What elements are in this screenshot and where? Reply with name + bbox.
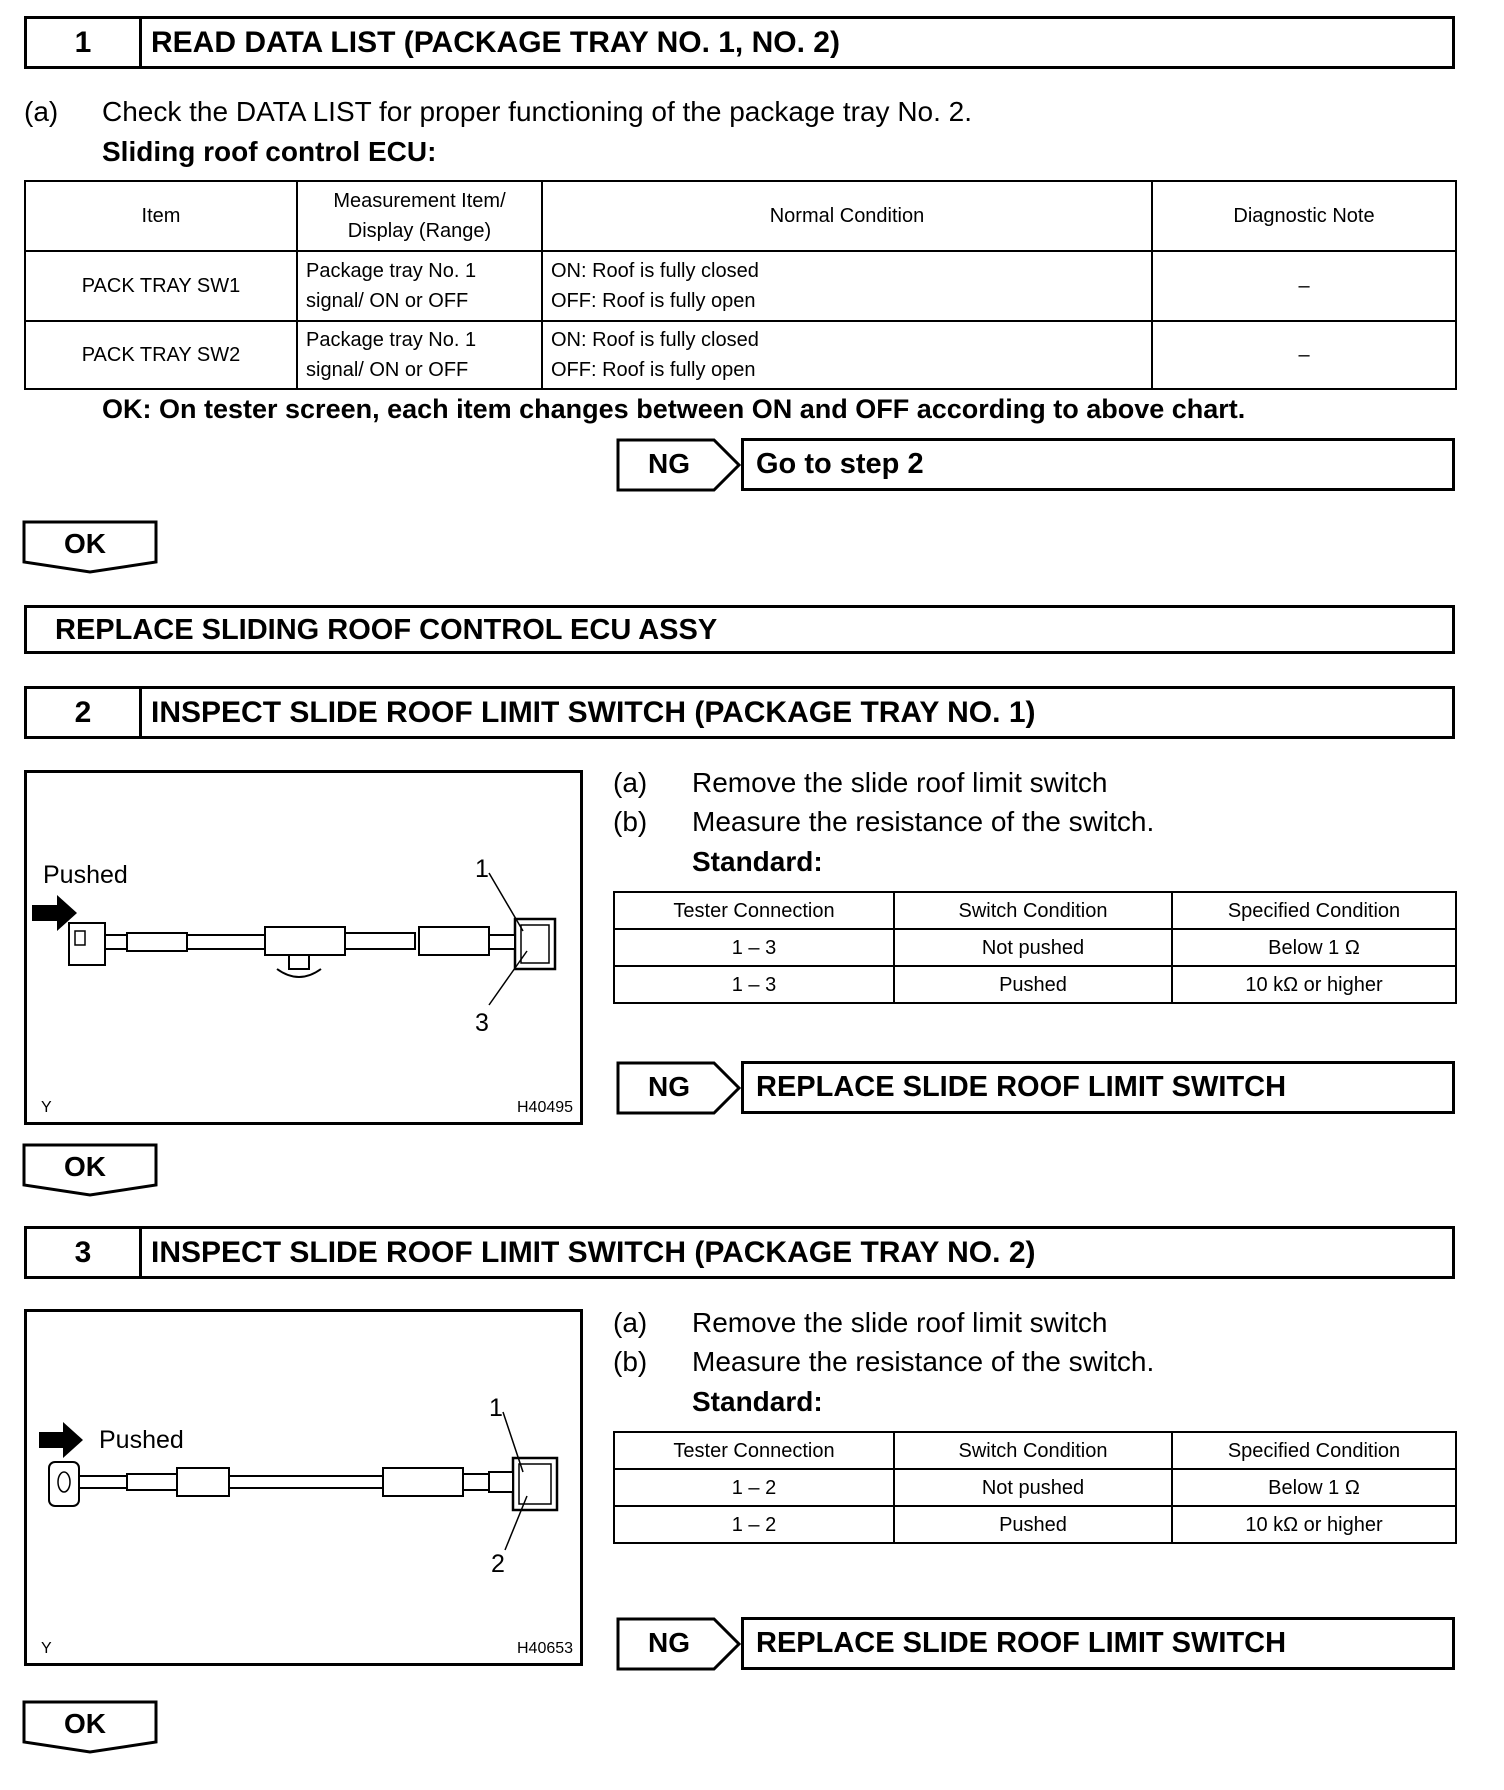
step2-pushed-label: Pushed bbox=[43, 861, 128, 889]
step3-standard: Standard: bbox=[692, 1386, 823, 1417]
s2-r2-spec: 10 kΩ or higher bbox=[1172, 966, 1456, 1003]
header-diagnostic-note: Diagnostic Note bbox=[1152, 181, 1456, 251]
row2-note: – bbox=[1152, 321, 1456, 389]
row1-condition bbox=[542, 251, 1152, 321]
header-measurement-line1: Measurement Item/ bbox=[333, 190, 506, 212]
row2-cond-line2: OFF: Roof is fully open bbox=[551, 359, 756, 381]
step1-ng-label: NG bbox=[648, 448, 690, 479]
row1-item: PACK TRAY SW1 bbox=[25, 251, 297, 321]
s3-h-spec: Specified Condition bbox=[1172, 1432, 1456, 1469]
row2-meas-line2: signal/ ON or OFF bbox=[306, 359, 469, 381]
row1-cond-line1: ON: Roof is fully closed bbox=[551, 260, 759, 282]
table-row bbox=[614, 1469, 1456, 1506]
row2-meas-line1: Package tray No. 1 bbox=[306, 329, 477, 351]
s3-r2-switch: Pushed bbox=[894, 1506, 1172, 1543]
row1-meas-line2: signal/ ON or OFF bbox=[306, 290, 469, 312]
s2-r1-spec: Below 1 Ω bbox=[1172, 929, 1456, 966]
step1-ok-statement: OK: On tester screen, each item changes between ON and OFF according to above chart. bbox=[102, 394, 1246, 424]
step1-subheading: Sliding roof control ECU: bbox=[102, 136, 437, 167]
step3-b-label: (b) bbox=[613, 1346, 648, 1377]
s2-r2-tester: 1 – 3 bbox=[614, 966, 894, 1003]
s3-r1-switch: Not pushed bbox=[894, 1469, 1172, 1506]
step3-figure bbox=[24, 1309, 583, 1666]
s3-r2-spec: 10 kΩ or higher bbox=[1172, 1506, 1456, 1543]
header-normal-condition: Normal Condition bbox=[542, 181, 1152, 251]
step3-ok-label: OK bbox=[64, 1708, 106, 1739]
step2-figure-code: H40495 bbox=[517, 1099, 574, 1116]
step3-a-text: Remove the slide roof limit switch bbox=[692, 1307, 1108, 1338]
step1-number: 1 bbox=[27, 19, 142, 66]
step2-a-text: Remove the slide roof limit switch bbox=[692, 767, 1108, 798]
step3-pin-bottom: 2 bbox=[491, 1550, 505, 1578]
s2-r1-tester: 1 – 3 bbox=[614, 929, 894, 966]
step2-ok-label: OK bbox=[64, 1151, 106, 1182]
step2-title: INSPECT SLIDE ROOF LIMIT SWITCH (PACKAGE TRAY NO. 1) bbox=[151, 695, 1036, 729]
s2-h-tester: Tester Connection bbox=[614, 892, 894, 929]
step2-pin-top: 1 bbox=[475, 855, 489, 883]
replace-ecu-text: REPLACE SLIDING ROOF CONTROL ECU ASSY bbox=[55, 614, 718, 646]
row2-condition bbox=[542, 321, 1152, 389]
step3-standard-table bbox=[613, 1431, 1457, 1544]
step3-b-text: Measure the resistance of the switch. bbox=[692, 1346, 1155, 1377]
step1-item-a-label: (a) bbox=[24, 96, 59, 127]
step3-a-label: (a) bbox=[613, 1307, 648, 1338]
s2-r1-switch: Not pushed bbox=[894, 929, 1172, 966]
header-item: Item bbox=[25, 181, 297, 251]
s2-r2-switch: Pushed bbox=[894, 966, 1172, 1003]
step1-ng-target[interactable]: Go to step 2 bbox=[741, 438, 1455, 491]
step1-header bbox=[24, 16, 1455, 69]
step2-number: 2 bbox=[27, 689, 142, 736]
row1-meas-line1: Package tray No. 1 bbox=[306, 260, 477, 282]
step2-b-text: Measure the resistance of the switch. bbox=[692, 806, 1155, 837]
s3-h-tester: Tester Connection bbox=[614, 1432, 894, 1469]
step2-pin-bottom: 3 bbox=[475, 1009, 489, 1037]
step2-a-label: (a) bbox=[613, 767, 648, 798]
step3-pin-top: 1 bbox=[489, 1394, 503, 1422]
step2-ng-target[interactable]: REPLACE SLIDE ROOF LIMIT SWITCH bbox=[741, 1061, 1455, 1114]
s3-r1-tester: 1 – 2 bbox=[614, 1469, 894, 1506]
step2-corner-mark: Y bbox=[41, 1099, 52, 1116]
step3-ng-target[interactable]: REPLACE SLIDE ROOF LIMIT SWITCH bbox=[741, 1617, 1455, 1670]
table-row bbox=[614, 966, 1456, 1003]
s3-r2-tester: 1 – 2 bbox=[614, 1506, 894, 1543]
step2-ng-label: NG bbox=[648, 1071, 690, 1102]
limit-switch-drawing bbox=[27, 773, 580, 1122]
step3-number: 3 bbox=[27, 1229, 142, 1276]
replace-ecu-box bbox=[24, 605, 1455, 654]
row1-note: – bbox=[1152, 251, 1456, 321]
limit-switch-drawing bbox=[27, 1312, 580, 1663]
row2-measurement bbox=[297, 321, 542, 389]
step2-figure bbox=[24, 770, 583, 1125]
row1-measurement bbox=[297, 251, 542, 321]
data-list-table bbox=[24, 180, 1457, 390]
step2-standard: Standard: bbox=[692, 846, 823, 877]
step3-ng-label: NG bbox=[648, 1627, 690, 1658]
table-row bbox=[25, 251, 1456, 321]
row2-cond-line1: ON: Roof is fully closed bbox=[551, 329, 759, 351]
step3-pushed-label: Pushed bbox=[99, 1426, 184, 1454]
table-row bbox=[614, 929, 1456, 966]
s3-r1-spec: Below 1 Ω bbox=[1172, 1469, 1456, 1506]
header-measurement bbox=[297, 181, 542, 251]
step2-header bbox=[24, 686, 1455, 739]
step3-title: INSPECT SLIDE ROOF LIMIT SWITCH (PACKAGE TRAY NO. 2) bbox=[151, 1235, 1036, 1269]
header-measurement-line2: Display (Range) bbox=[347, 220, 492, 242]
step2-b-label: (b) bbox=[613, 806, 648, 837]
step1-item-a-text: Check the DATA LIST for proper functioning of the package tray No. 2. bbox=[102, 96, 973, 127]
row1-cond-line2: OFF: Roof is fully open bbox=[551, 290, 756, 312]
s2-h-spec: Specified Condition bbox=[1172, 892, 1456, 929]
s2-h-switch: Switch Condition bbox=[894, 892, 1172, 929]
table-row bbox=[614, 1506, 1456, 1543]
row2-item: PACK TRAY SW2 bbox=[25, 321, 297, 389]
step3-header bbox=[24, 1226, 1455, 1279]
step1-title: READ DATA LIST (PACKAGE TRAY NO. 1, NO. 2) bbox=[151, 25, 840, 59]
step3-corner-mark: Y bbox=[41, 1640, 52, 1657]
s3-h-switch: Switch Condition bbox=[894, 1432, 1172, 1469]
step1-ok-label: OK bbox=[64, 528, 106, 559]
table-row bbox=[25, 321, 1456, 389]
step3-figure-code: H40653 bbox=[517, 1640, 574, 1657]
step2-standard-table bbox=[613, 891, 1457, 1004]
